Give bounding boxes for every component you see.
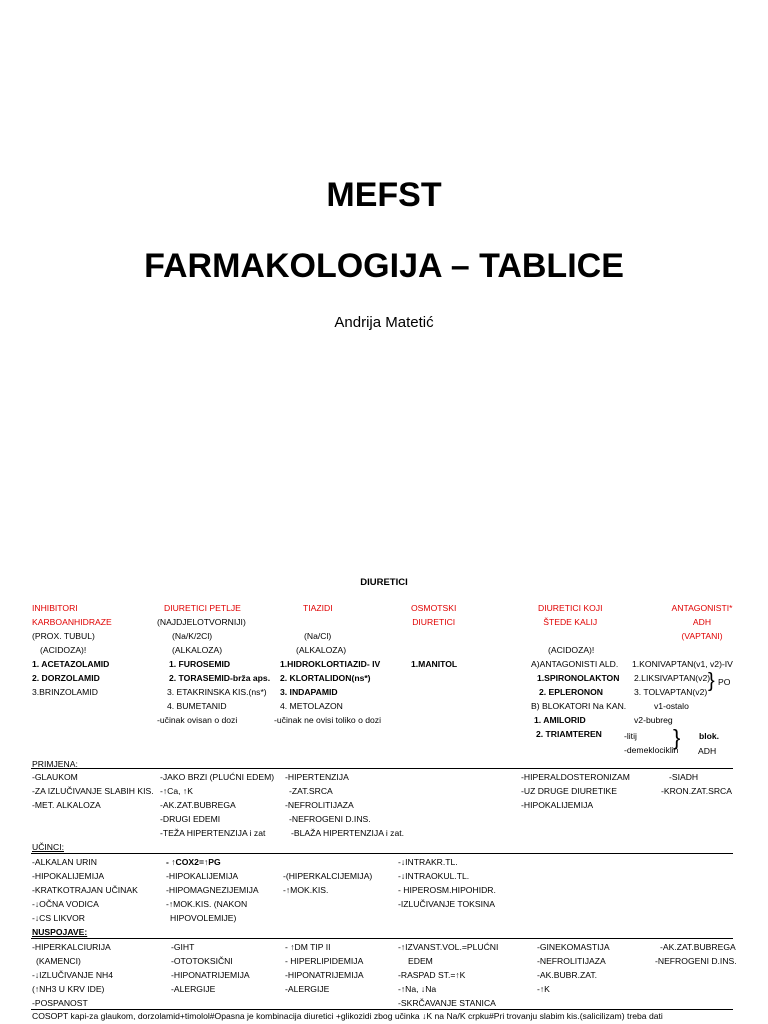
cell: -OTOTOKSIČNI — [171, 956, 233, 966]
cell: 2. EPLERONON — [539, 687, 603, 697]
header-adh-antagonists — [668, 601, 736, 643]
cell: -HIPOKALIJEMIJA — [32, 871, 105, 881]
cell: (ALKALOZA) — [172, 645, 223, 655]
cell: -↑K — [537, 984, 550, 994]
cell: 1.KONIVAPTAN(v1, v2)-IV — [632, 659, 733, 669]
cell: (NAJDJELOTVORNIJI) — [157, 617, 246, 627]
cell: 1. ACETAZOLAMID — [32, 659, 110, 669]
cell: 1.SPIRONOLAKTON — [537, 673, 620, 683]
header-carbonic-anhydrase — [32, 601, 112, 629]
cell: -GIHT — [171, 942, 195, 952]
brace-icon: } — [708, 670, 715, 692]
cell: -GLAUKOM — [32, 772, 78, 782]
nuspojave-col2 — [171, 940, 250, 996]
cell: 3.BRINZOLAMID — [32, 687, 98, 697]
header-line: KARBOANHIDRAZE — [32, 617, 112, 627]
cell: (Na/Cl) — [304, 631, 332, 641]
cell: 2. TORASEMID-brža aps. — [169, 673, 271, 683]
primjena-col1 — [32, 770, 154, 812]
primjena-col6 — [643, 770, 732, 798]
cell: -HIPONATRIJEMIJA — [285, 970, 364, 980]
cell: -učinak ovisan o dozi — [157, 715, 238, 725]
cell: -SKRČAVANJE STANICA — [398, 998, 496, 1008]
cell: -HIPOKALIJEMIJA — [166, 871, 239, 881]
cell: 1.MANITOL — [411, 659, 458, 669]
cell: (ALKALOZA) — [296, 645, 347, 655]
header-line: ANTAGONISTI* — [671, 603, 733, 613]
header-loop — [164, 601, 241, 615]
cell: -AK.BUBR.ZAT. — [537, 970, 598, 980]
nuspojave-col4 — [398, 940, 498, 1010]
cell: -GINEKOMASTIJA — [537, 942, 610, 952]
cell: -ALERGIJE — [171, 984, 216, 994]
cell: -POSPANOST — [32, 998, 88, 1008]
cell: - HIPERLIPIDEMIJA — [285, 956, 364, 966]
header-potassium-sparing — [538, 601, 602, 629]
cell: -HIPONATRIJEMIJA — [171, 970, 250, 980]
cell: -HIPERALDOSTERONIZAM — [521, 772, 630, 782]
page-title-line2: FARMAKOLOGIJA – TABLICE — [144, 247, 624, 285]
cell: (KAMENCI) — [36, 956, 81, 966]
primjena-col3 — [285, 770, 404, 840]
header-line: (VAPTANI) — [681, 631, 723, 641]
cell: -RASPAD ST.=↑K — [398, 970, 466, 980]
column-potassium-sparing — [531, 643, 626, 741]
cell: (Na/K/2Cl) — [172, 631, 213, 641]
cell: v1-ostalo — [654, 701, 689, 711]
cell: -SIADH — [669, 772, 699, 782]
nuspojave-col3 — [285, 940, 364, 996]
header-line: ŠTEDE KALIJ — [543, 617, 598, 627]
cell: -↓INTRAKR.TL. — [398, 857, 458, 867]
cell: -HIPOMAGNEZIJEMIJA — [166, 885, 259, 895]
cell: 3. TOLVAPTAN(v2) — [634, 687, 708, 697]
cell: 2. KLORTALIDON(ns*) — [280, 673, 371, 683]
cell: 1.HIDROKLORTIAZID- IV — [280, 659, 381, 669]
cell: A)ANTAGONISTI ALD. — [531, 659, 619, 669]
cell: -↑MOK.KIS. — [283, 885, 329, 895]
divider — [31, 853, 733, 854]
cell: -učinak ne ovisi toliko o dozi — [274, 715, 381, 725]
cell: (ACIDOZA)! — [40, 645, 87, 655]
divider — [31, 938, 733, 939]
cell: -NEFROGENI D.INS. — [289, 814, 371, 824]
cell: -litij — [624, 731, 637, 741]
cell: -NEFROGENI D.INS. — [655, 956, 737, 966]
cell: -HIPERKALCIURIJA — [32, 942, 111, 952]
cell: -UZ DRUGE DIURETIKE — [521, 786, 617, 796]
cell: - HIPEROSM.HIPOHIDR. — [398, 885, 496, 895]
ucinci-col3 — [283, 869, 372, 897]
header-line: DIURETICI KOJI — [538, 603, 603, 613]
cell: 3. INDAPAMID — [280, 687, 338, 697]
cell: - ↑COX2=↑PG — [166, 857, 221, 867]
header-line: OSMOTSKI — [411, 603, 457, 613]
author: Andrija Matetić — [334, 314, 434, 331]
cell: -(HIPERKALCIJEMIJA) — [283, 871, 373, 881]
cell: v2-bubreg — [634, 715, 673, 725]
cell: -BLAŽA HIPERTENZIJA i zat. — [291, 828, 405, 838]
cell: -AK.ZAT.BUBREGA — [660, 942, 736, 952]
cell: B) BLOKATORI Na KAN. — [531, 701, 627, 711]
cell: -DRUGI EDEMI — [160, 814, 221, 824]
cell: 2. TRIAMTEREN — [536, 729, 602, 739]
footnote: COSOPT kapi-za glaukom, dorzolamid+timolol#Opasna je kombinacija diuretici +glikozidi zbog učinka ↓K na Na/K crpku#Pri trovanju slabim kis.(salicilizam) treba dati — [32, 1011, 663, 1021]
header-line: ADH — [692, 617, 712, 627]
ucinci-col2 — [166, 855, 259, 925]
cell: -↓OČNA VODICA — [32, 899, 99, 909]
cell: -ZAT.SRCA — [289, 786, 333, 796]
cell: -demeklociklin — [624, 745, 679, 755]
cell: -HIPERTENZIJA — [285, 772, 349, 782]
header-osmotic — [411, 601, 456, 629]
cell: -HIPOKALIJEMIJA — [521, 800, 594, 810]
cell: 3. ETAKRINSKA KIS.(ns*) — [167, 687, 267, 697]
cell: -ZA IZLUČIVANJE SLABIH KIS. — [32, 786, 154, 796]
cell: -↑Na, ↓Na — [398, 984, 437, 994]
cell: -↓IZLUČIVANJE NH4 — [32, 970, 114, 980]
section-label-primjena: PRIMJENA: — [32, 759, 78, 769]
primjena-col2 — [160, 770, 274, 840]
column-loop — [157, 615, 270, 727]
header-line: TIAZIDI — [303, 603, 333, 613]
cell: 4. BUMETANID — [167, 701, 227, 711]
section-label-ucinci: UČINCI: — [32, 842, 64, 852]
header-line: INHIBITORI — [32, 603, 78, 613]
cell: 1. FUROSEMID — [169, 659, 231, 669]
nuspojave-col1 — [32, 940, 113, 1010]
cell: -AK.ZAT.BUBREGA — [160, 800, 236, 810]
cell: 2.LIKSIVAPTAN(v2) — [634, 673, 711, 683]
cell: -KRON.ZAT.SRCA — [661, 786, 732, 796]
brace-icon: } — [673, 725, 681, 750]
section-label-nuspojave: NUSPOJAVE: — [32, 927, 88, 937]
column-thiazides — [274, 629, 381, 727]
cell: -ALKALAN URIN — [32, 857, 97, 867]
cell: -↓CS LIKVOR — [32, 913, 86, 923]
cell: 2. DORZOLAMID — [32, 673, 100, 683]
column-carbonic-anhydrase — [32, 629, 109, 699]
cell: EDEM — [408, 956, 433, 966]
cell: HIPOVOLEMIJE) — [170, 913, 237, 923]
cell: (ACIDOZA)! — [548, 645, 595, 655]
cell: 4. METOLAZON — [280, 701, 343, 711]
cell: -ALERGIJE — [285, 984, 330, 994]
adh-label: ADH — [698, 746, 717, 756]
cell: 1. AMILORID — [534, 715, 586, 725]
cell: -↓INTRAOKUL.TL. — [398, 871, 470, 881]
cell: -↑MOK.KIS. (NAKON — [166, 899, 248, 909]
cell: -↑IZVANST.VOL.=PLUĆNI — [398, 942, 499, 952]
page-title-line1: MEFST — [326, 176, 442, 214]
header-line: DIURETICI — [412, 617, 456, 627]
nuspojave-col6 — [655, 940, 737, 968]
primjena-col5 — [521, 770, 630, 812]
route-label: PO — [718, 677, 731, 687]
cell: -MET. ALKALOZA — [32, 800, 101, 810]
cell: -NEFROLITIJAZA — [537, 956, 606, 966]
ucinci-col1 — [32, 855, 138, 925]
divider — [31, 768, 733, 769]
cell: (↑NH3 U KRV IDE) — [32, 984, 105, 994]
cell: -TEŽA HIPERTENZIJA i zat — [160, 828, 266, 838]
nuspojave-col5 — [537, 940, 610, 996]
ucinci-col4 — [398, 855, 496, 911]
column-osmotic — [411, 657, 457, 671]
header-line: DIURETICI PETLJE — [164, 603, 241, 613]
cell: -JAKO BRZI (PLUĆNI EDEM) — [160, 772, 275, 782]
cell: -↑Ca, ↑K — [160, 786, 193, 796]
cell: - ↑DM TIP II — [285, 942, 331, 952]
cell: -IZLUČIVANJE TOKSINA — [398, 899, 495, 909]
table-title: DIURETICI — [360, 577, 408, 588]
header-thiazides — [303, 601, 333, 615]
cell: -KRATKOTRAJAN UČINAK — [32, 885, 138, 895]
cell: (PROX. TUBUL) — [32, 631, 95, 641]
block-label: blok. — [699, 731, 720, 741]
cell: -NEFROLITIJAZA — [285, 800, 354, 810]
